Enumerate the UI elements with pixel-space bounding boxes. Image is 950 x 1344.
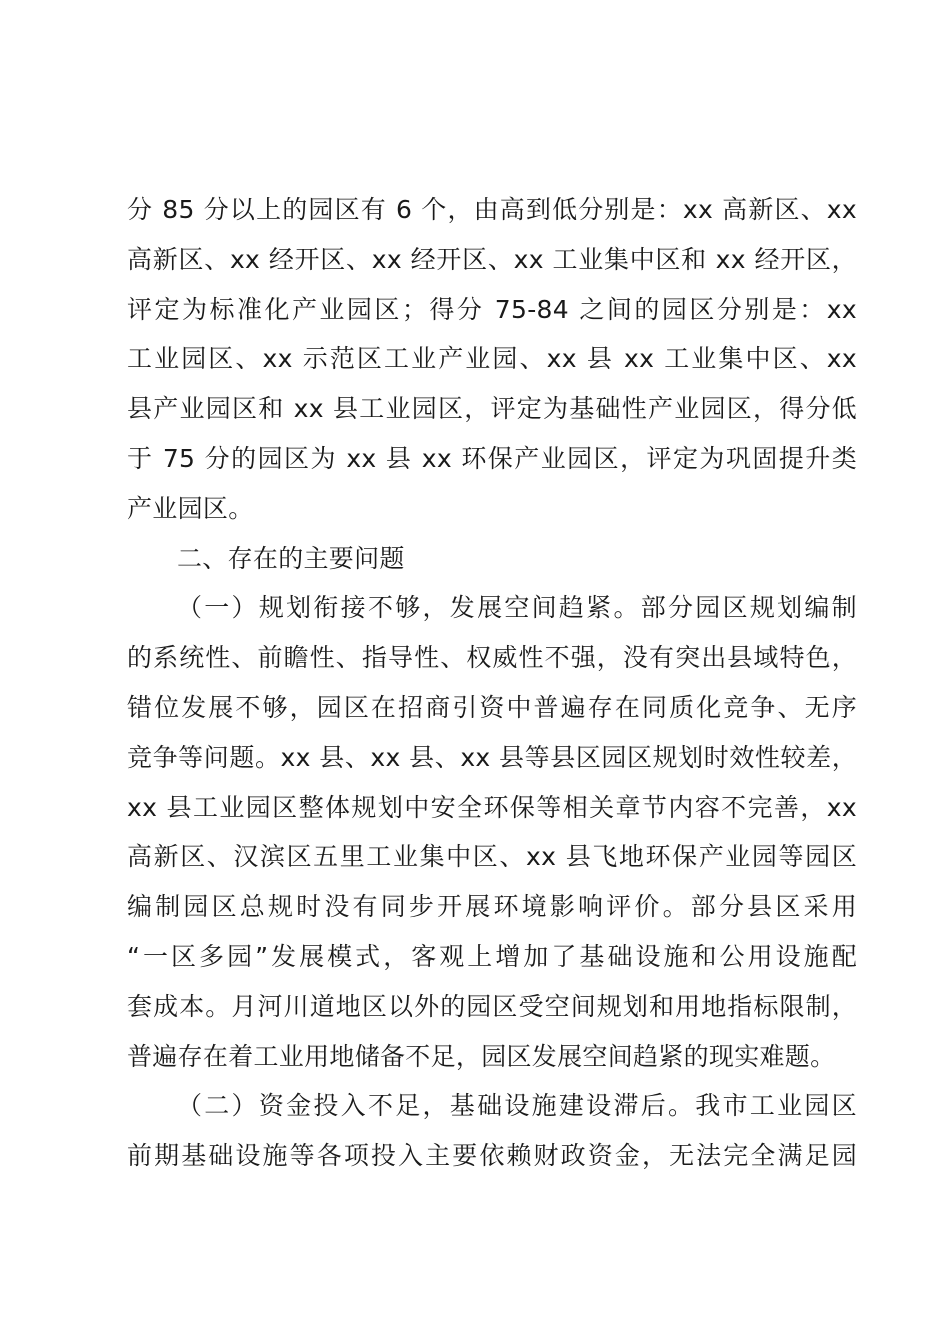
paragraph-line: 高新区、汉滨区五里工业集中区、xx 县飞地环保产业园等园区 [127, 842, 857, 872]
paragraph-line: 评定为标准化产业园区；得分 75-84 之间的园区分别是：xx [127, 294, 857, 324]
subsection-heading-line: （一）规划衔接不够，发展空间趋紧。部分园区规划编制 [177, 593, 857, 623]
paragraph-line: 于 75 分的园区为 xx 县 xx 环保产业园区，评定为巩固提升类 [127, 443, 857, 473]
paragraph-line: 县产业园区和 xx 县工业园区，评定为基础性产业园区，得分低 [127, 394, 857, 424]
paragraph-line: 工业园区、xx 示范区工业产业园、xx 县 xx 工业集中区、xx [127, 344, 857, 374]
paragraph-line: 的系统性、前瞻性、指导性、权威性不强，没有突出县域特色， [127, 643, 857, 673]
document-body [127, 185, 857, 1181]
paragraph-line: 编制园区总规时没有同步开展环境影响评价。部分县区采用 [127, 892, 857, 922]
paragraph-line: 套成本。月河川道地区以外的园区受空间规划和用地指标限制， [127, 991, 857, 1021]
paragraph-line: 产业园区。 [127, 493, 254, 523]
section-heading: 二、存在的主要问题 [177, 543, 405, 573]
paragraph-line: 普遍存在着工业用地储备不足，园区发展空间趋紧的现实难题。 [127, 1041, 836, 1071]
paragraph-line: 分 85 分以上的园区有 6 个，由高到低分别是：xx 高新区、xx [127, 195, 857, 224]
paragraph-line: xx 县工业园区整体规划中安全环保等相关章节内容不完善，xx [127, 792, 857, 822]
paragraph-line: 高新区、xx 经开区、xx 经开区、xx 工业集中区和 xx 经开区， [127, 244, 857, 274]
subsection-heading-line: （二）资金投入不足，基础设施建设滞后。我市工业园区 [177, 1091, 857, 1121]
paragraph-line: 竞争等问题。xx 县、xx 县、xx 县等县区园区规划时效性较差， [127, 742, 857, 772]
paragraph-line: 前期基础设施等各项投入主要依赖财政资金，无法完全满足园 [127, 1141, 857, 1171]
paragraph-line: “一区多园”发展模式，客观上增加了基础设施和公用设施配 [127, 941, 857, 971]
paragraph-line: 错位发展不够，园区在招商引资中普遍存在同质化竞争、无序 [127, 692, 857, 722]
